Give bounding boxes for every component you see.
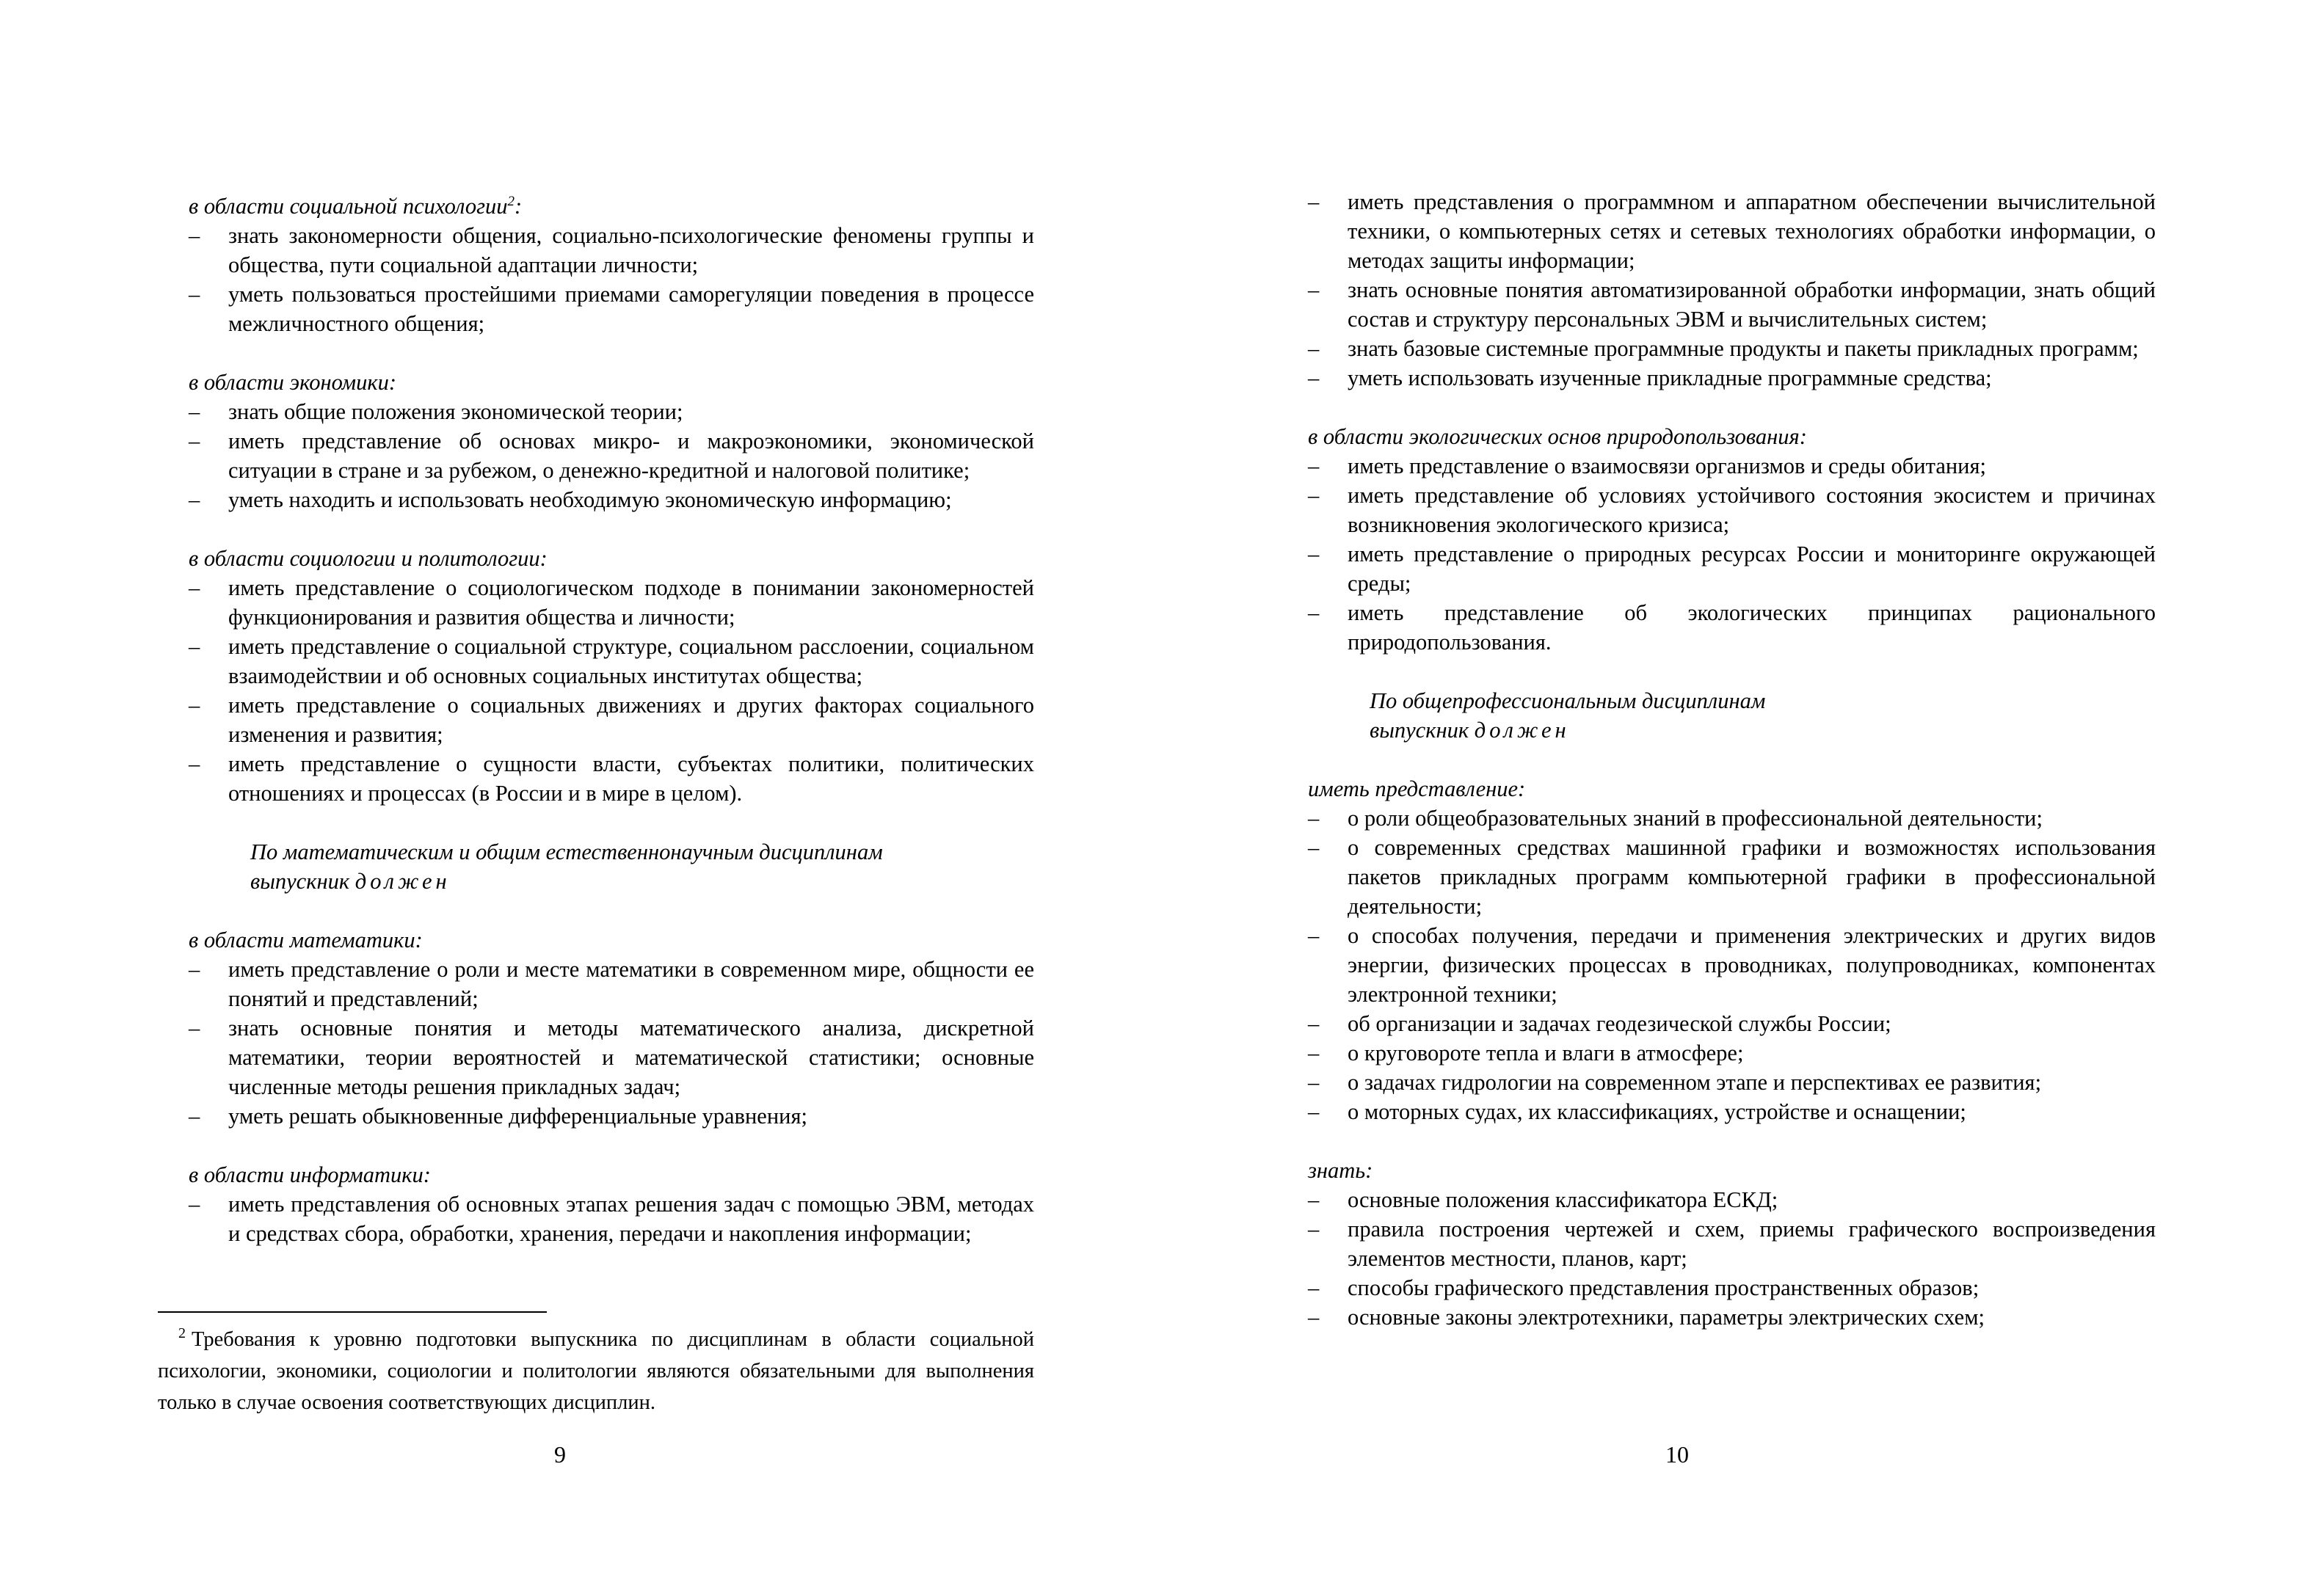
list-item: – основные законы электротехники, параметры электрических схем; [1308, 1305, 1985, 1330]
list-item: – иметь представление о сущности власти, субъектах политики, политических отношениях и процессах (в России и в мире в целом). [189, 751, 1034, 806]
list-item: – способы графического представления пространственных образов; [1308, 1275, 1980, 1300]
list-item: – знать общие положения экономической теории; [189, 399, 683, 425]
list-item: – знать закономерности общения, социально-психологические феномены группы и общества, пути социальной адаптации личности; [189, 223, 1034, 278]
section-heading: в области информатики: [189, 1162, 431, 1188]
page-number: 9 [554, 1441, 566, 1468]
list-item: – иметь представление о роли и месте математики в современном мире, общности ее понятий и представлений; [189, 957, 1034, 1012]
section-social-psychology [189, 187, 1034, 338]
section-heading: иметь представление: [1308, 776, 1526, 801]
section-sociology [189, 544, 1034, 808]
list-item: – иметь представление о взаимосвязи организмов и среды обитания; [1308, 453, 1987, 478]
list-item: – о способах получения, передачи и применения электрических и других видов энергии, физических процессах в проводниках, полупроводниках, компонентах электронной техники; [1308, 923, 2156, 1007]
list-item: – основные положения классификатора ЕСКД; [1308, 1187, 1778, 1212]
section-heading: в области социологии и политологии: [189, 546, 548, 572]
list-item: – знать базовые системные программные продукты и пакеты прикладных программ; [1308, 336, 2139, 361]
section-heading: знать: [1308, 1158, 1373, 1183]
section-mathematics [189, 925, 1034, 1131]
section-have-understanding [1308, 774, 2156, 1126]
list-item: – о круговороте тепла и влаги в атмосфере; [1308, 1041, 1744, 1065]
list-item: – иметь представление о социальной структуре, социальном расслоении, социальном взаимодействии и об основных социальных институтах общества; [189, 634, 1034, 689]
footnote: $^2$ Требования к уровню подготовки выпускника по дисциплинам в области социальной психологии, экономики, социологии и политологии являются обязательными для выполнения только в случае освоения соответствующих дисциплин. [158, 1325, 1034, 1414]
list-item: – иметь представления о программном и аппаратном обеспечении вычислительной техники, о компьютерных сетях и сетевых технологиях обработки информации, о методах защиты информации; [1308, 189, 2156, 273]
list-item: – о задачах гидрологии на современном этапе и перспективах ее развития; [1308, 1070, 2042, 1095]
footnote-divider [158, 1311, 547, 1313]
list-item: – иметь представление об условиях устойчивого состояния экосистем и причинах возникновения экологического кризиса; [1308, 483, 2156, 537]
list-item: – иметь представление о социологическом подходе в понимании закономерностей функционирования и развития общества и личности; [189, 575, 1034, 630]
continued-list [1308, 187, 2156, 393]
list-item: – об организации и задачах геодезической службы России; [1308, 1011, 1891, 1036]
left-page-text [189, 187, 1034, 1248]
section-economics [189, 368, 1034, 514]
discipline-block-heading: По общепрофессиональным дисциплинам выпускник должен [1370, 688, 1766, 743]
section-know [1308, 1156, 2156, 1332]
section-heading: в области математики: [189, 928, 423, 953]
right-page-text [1308, 187, 2156, 1332]
list-item: – о современных средствах машинной графики и возможностях использования пакетов прикладных программ компьютерной графики в профессиональной деятельности; [1308, 835, 2156, 919]
list-item: – о роли общеобразовательных знаний в профессиональной деятельности; [1308, 806, 2043, 831]
list-item: – иметь представление об основах микро- и макроэкономики, экономической ситуации в стране и за рубежом, о денежно-кредитной и налоговой политике; [189, 429, 1034, 484]
list-item: – знать основные понятия автоматизированной обработки информации, знать общий состав и структуру персональных ЭВМ и вычислительных систем; [1308, 277, 2156, 332]
section-heading: в области экономики: [189, 370, 397, 396]
list-item: – о моторных судах, их классификациях, устройстве и оснащении; [1308, 1099, 1966, 1124]
section-informatics [189, 1160, 1034, 1248]
list-item: – уметь пользоваться простейшими приемами саморегуляции поведения в процессе межличностного общения; [189, 282, 1034, 337]
list-item: – иметь представления об основных этапах решения задач с помощью ЭВМ, методах и средствах сбора, обработки, хранения, передачи и накопления информации; [189, 1192, 1034, 1247]
list-item: – правила построения чертежей и схем, приемы графического воспроизведения элементов местности, планов, карт; [1308, 1217, 2156, 1271]
section-ecology [1308, 422, 2156, 657]
list-item: – иметь представление о природных ресурсах России и мониторинге окружающей среды; [1308, 542, 2156, 596]
discipline-block-heading: По математическим и общим естественнонаучным дисциплинам выпускник должен [250, 839, 883, 894]
section-heading: в области экологических основ природопользования: [1308, 424, 1807, 449]
right-page [1156, 0, 2312, 1596]
list-item: – иметь представление о социальных движениях и других факторах социального изменения и развития; [189, 693, 1034, 748]
list-item: – уметь использовать изученные прикладные программные средства; [1308, 365, 1992, 390]
footnote-ref: 2 [507, 194, 515, 209]
list-item: – уметь решать обыкновенные дифференциальные уравнения; [189, 1104, 807, 1129]
list-item: – уметь находить и использовать необходимую экономическую информацию; [189, 487, 952, 513]
section-heading: в области социальной психологии$^2$: [189, 194, 523, 219]
list-item: – знать основные понятия и методы математического анализа, дискретной математики, теории вероятностей и математической статистики; основные численные методы решения прикладных задач; [189, 1016, 1034, 1100]
page-number: 10 [1665, 1441, 1689, 1468]
list-item: – иметь представление об экологических принципах рационального природопользования. [1308, 600, 2156, 655]
